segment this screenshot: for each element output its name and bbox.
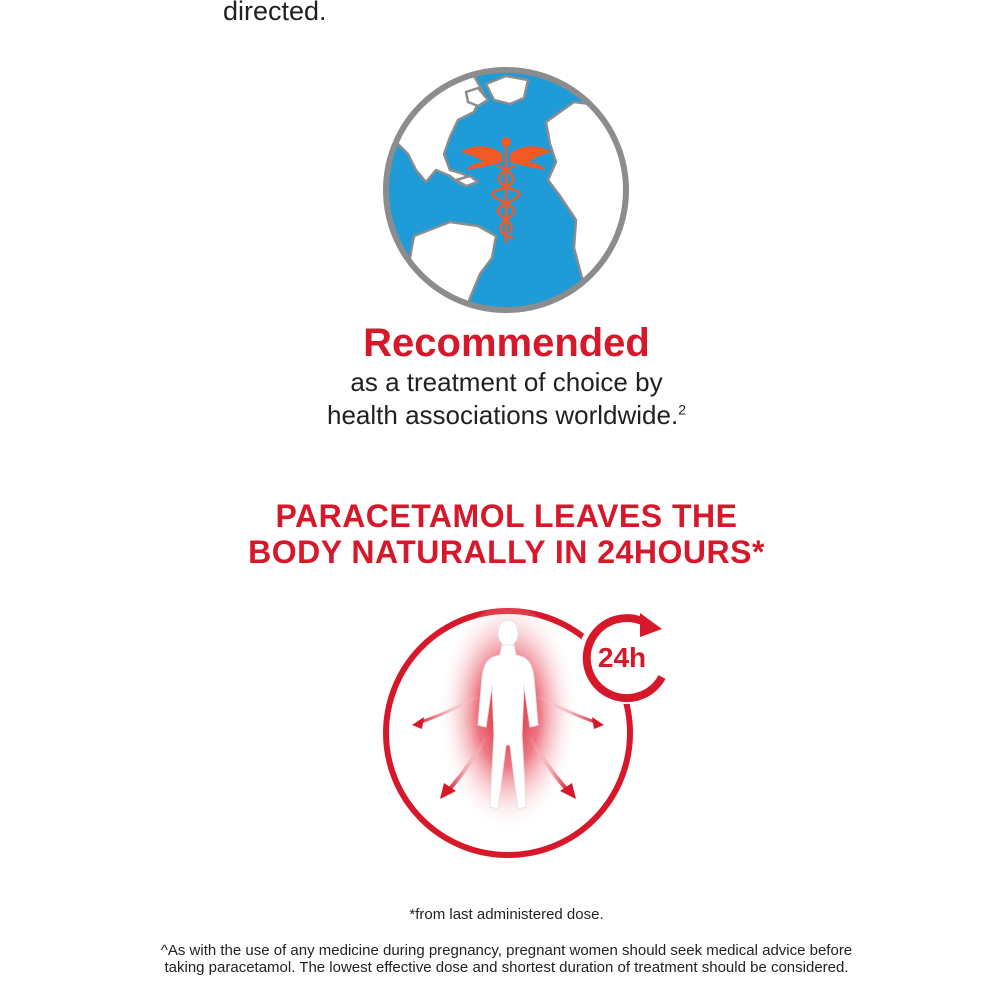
recommended-title: Recommended bbox=[363, 321, 650, 365]
headline-line-1: PARACETAMOL LEAVES THE bbox=[275, 498, 738, 534]
headline bbox=[0, 498, 1000, 570]
recommended-line-1: as a treatment of choice by bbox=[350, 367, 663, 397]
human-body-icon bbox=[378, 585, 688, 875]
footnote-pregnancy bbox=[0, 942, 1000, 976]
recommended-line-2-text: health associations worldwide. bbox=[327, 400, 679, 430]
footnote-pregnancy-line-2: taking paracetamol. The lowest effective dose and shortest duration of treatment should be considered. bbox=[164, 959, 849, 976]
globe-caduceus-icon bbox=[378, 62, 634, 318]
clock-arrow-icon bbox=[578, 610, 672, 704]
recommended-line-2 bbox=[0, 399, 1000, 432]
clock-label: 24h bbox=[597, 642, 647, 673]
recommended-description bbox=[0, 366, 1000, 432]
footnote-ref-2: 2 bbox=[678, 401, 686, 418]
intro-text: directed. bbox=[223, 0, 327, 26]
footnote-dose: *from last administered dose. bbox=[409, 906, 604, 923]
headline-line-2: BODY NATURALLY IN 24HOURS* bbox=[248, 534, 765, 570]
footnote-pregnancy-line-1: ^As with the use of any medicine during pregnancy, pregnant women should seek medical advice before bbox=[160, 942, 853, 959]
